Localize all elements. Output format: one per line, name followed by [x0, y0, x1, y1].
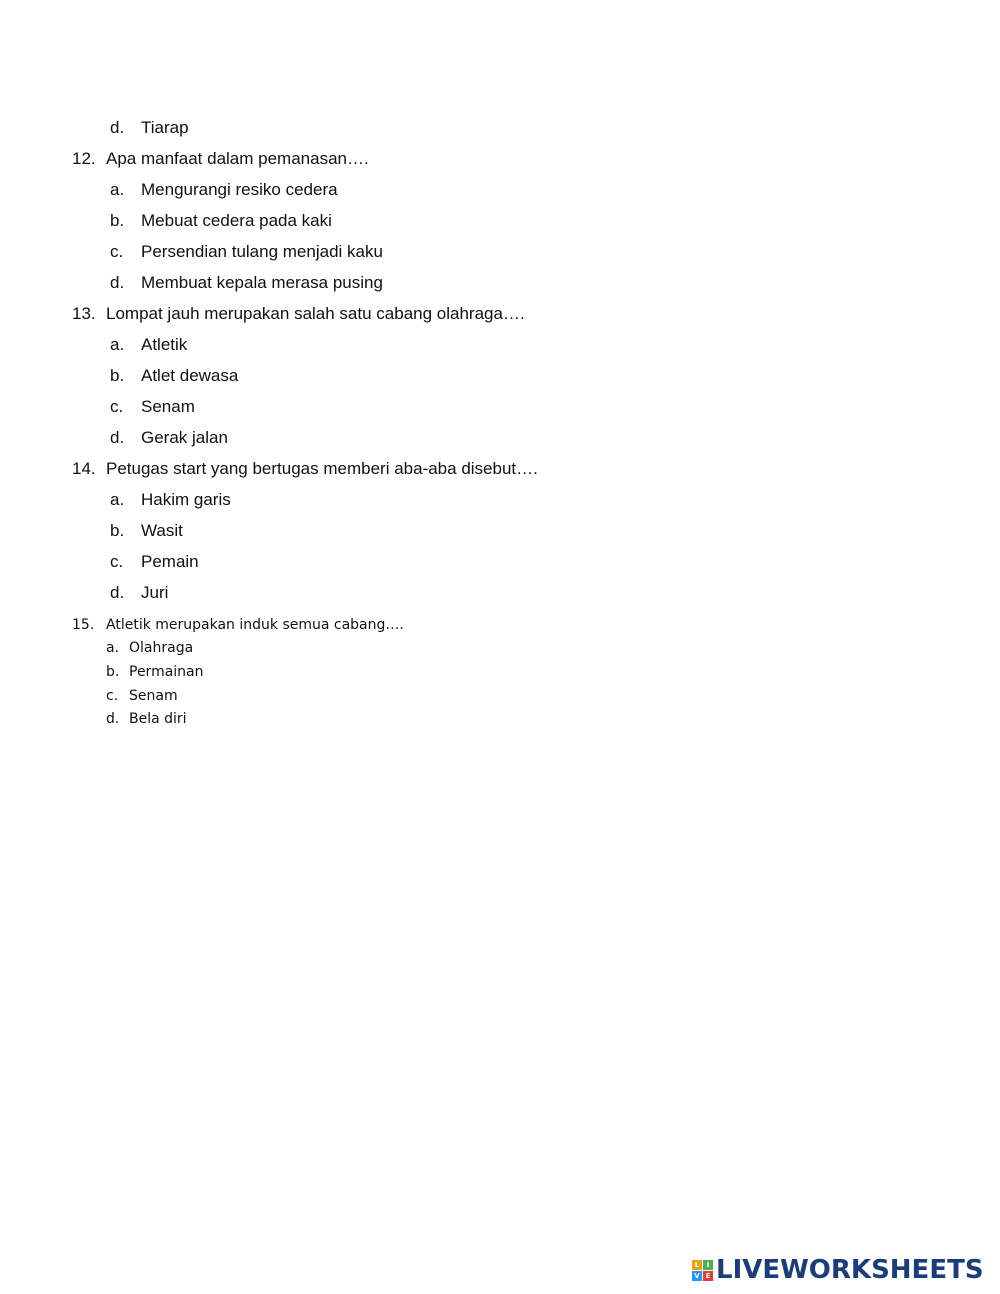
question-number: 12.: [72, 149, 96, 168]
option-letter: a.: [106, 640, 120, 656]
logo-mark-icon: [692, 1260, 713, 1281]
option-letter: c.: [110, 397, 124, 416]
option-letter: d.: [110, 583, 125, 602]
option-letter: d.: [110, 118, 125, 137]
option-text: Pemain: [141, 552, 199, 571]
option-letter: d.: [110, 273, 125, 292]
logo-mark-i: I: [703, 1260, 713, 1270]
question-text: Petugas start yang bertugas memberi aba-aba disebut….: [106, 459, 538, 478]
option-letter: d.: [106, 711, 120, 727]
option-text: Atletik: [141, 335, 188, 354]
question-number: 15.: [72, 617, 95, 633]
option-letter: a.: [110, 180, 125, 199]
option-text: Juri: [141, 583, 169, 602]
logo-mark-v: V: [692, 1271, 702, 1281]
question-number: 13.: [72, 304, 96, 323]
liveworksheets-logo: [692, 1254, 984, 1286]
option-text: Membuat kepala merasa pusing: [141, 273, 383, 292]
question-text: Atletik merupakan induk semua cabang….: [106, 617, 404, 633]
option-text: Atlet dewasa: [141, 366, 239, 385]
question-number: 14.: [72, 459, 96, 478]
option-letter: b.: [106, 664, 120, 680]
option-letter: c.: [106, 688, 119, 704]
option-text: Olahraga: [129, 640, 194, 656]
option-text: Bela diri: [129, 711, 187, 727]
option-letter: b.: [110, 366, 125, 385]
option-letter: c.: [110, 242, 124, 261]
logo-text: LIVEWORKSHEETS: [716, 1255, 984, 1285]
option-letter: a.: [110, 335, 125, 354]
option-letter: a.: [110, 490, 125, 509]
option-text: Persendian tulang menjadi kaku: [141, 242, 383, 261]
option-letter: b.: [110, 211, 125, 230]
logo-mark-l: L: [692, 1260, 702, 1270]
option-letter: b.: [110, 521, 125, 540]
logo-mark-e: E: [703, 1271, 713, 1281]
option-letter: d.: [110, 428, 125, 447]
question-text: Apa manfaat dalam pemanasan….: [106, 149, 369, 168]
option-text: Tiarap: [141, 118, 189, 137]
question-text: Lompat jauh merupakan salah satu cabang olahraga….: [106, 304, 525, 323]
option-text: Wasit: [141, 521, 183, 540]
option-text: Permainan: [129, 664, 204, 680]
option-text: Senam: [129, 688, 178, 704]
option-letter: c.: [110, 552, 124, 571]
option-text: Mebuat cedera pada kaki: [141, 211, 332, 230]
option-text: Senam: [141, 397, 195, 416]
option-text: Hakim garis: [141, 490, 231, 509]
option-text: Gerak jalan: [141, 428, 228, 447]
option-text: Mengurangi resiko cedera: [141, 180, 338, 199]
